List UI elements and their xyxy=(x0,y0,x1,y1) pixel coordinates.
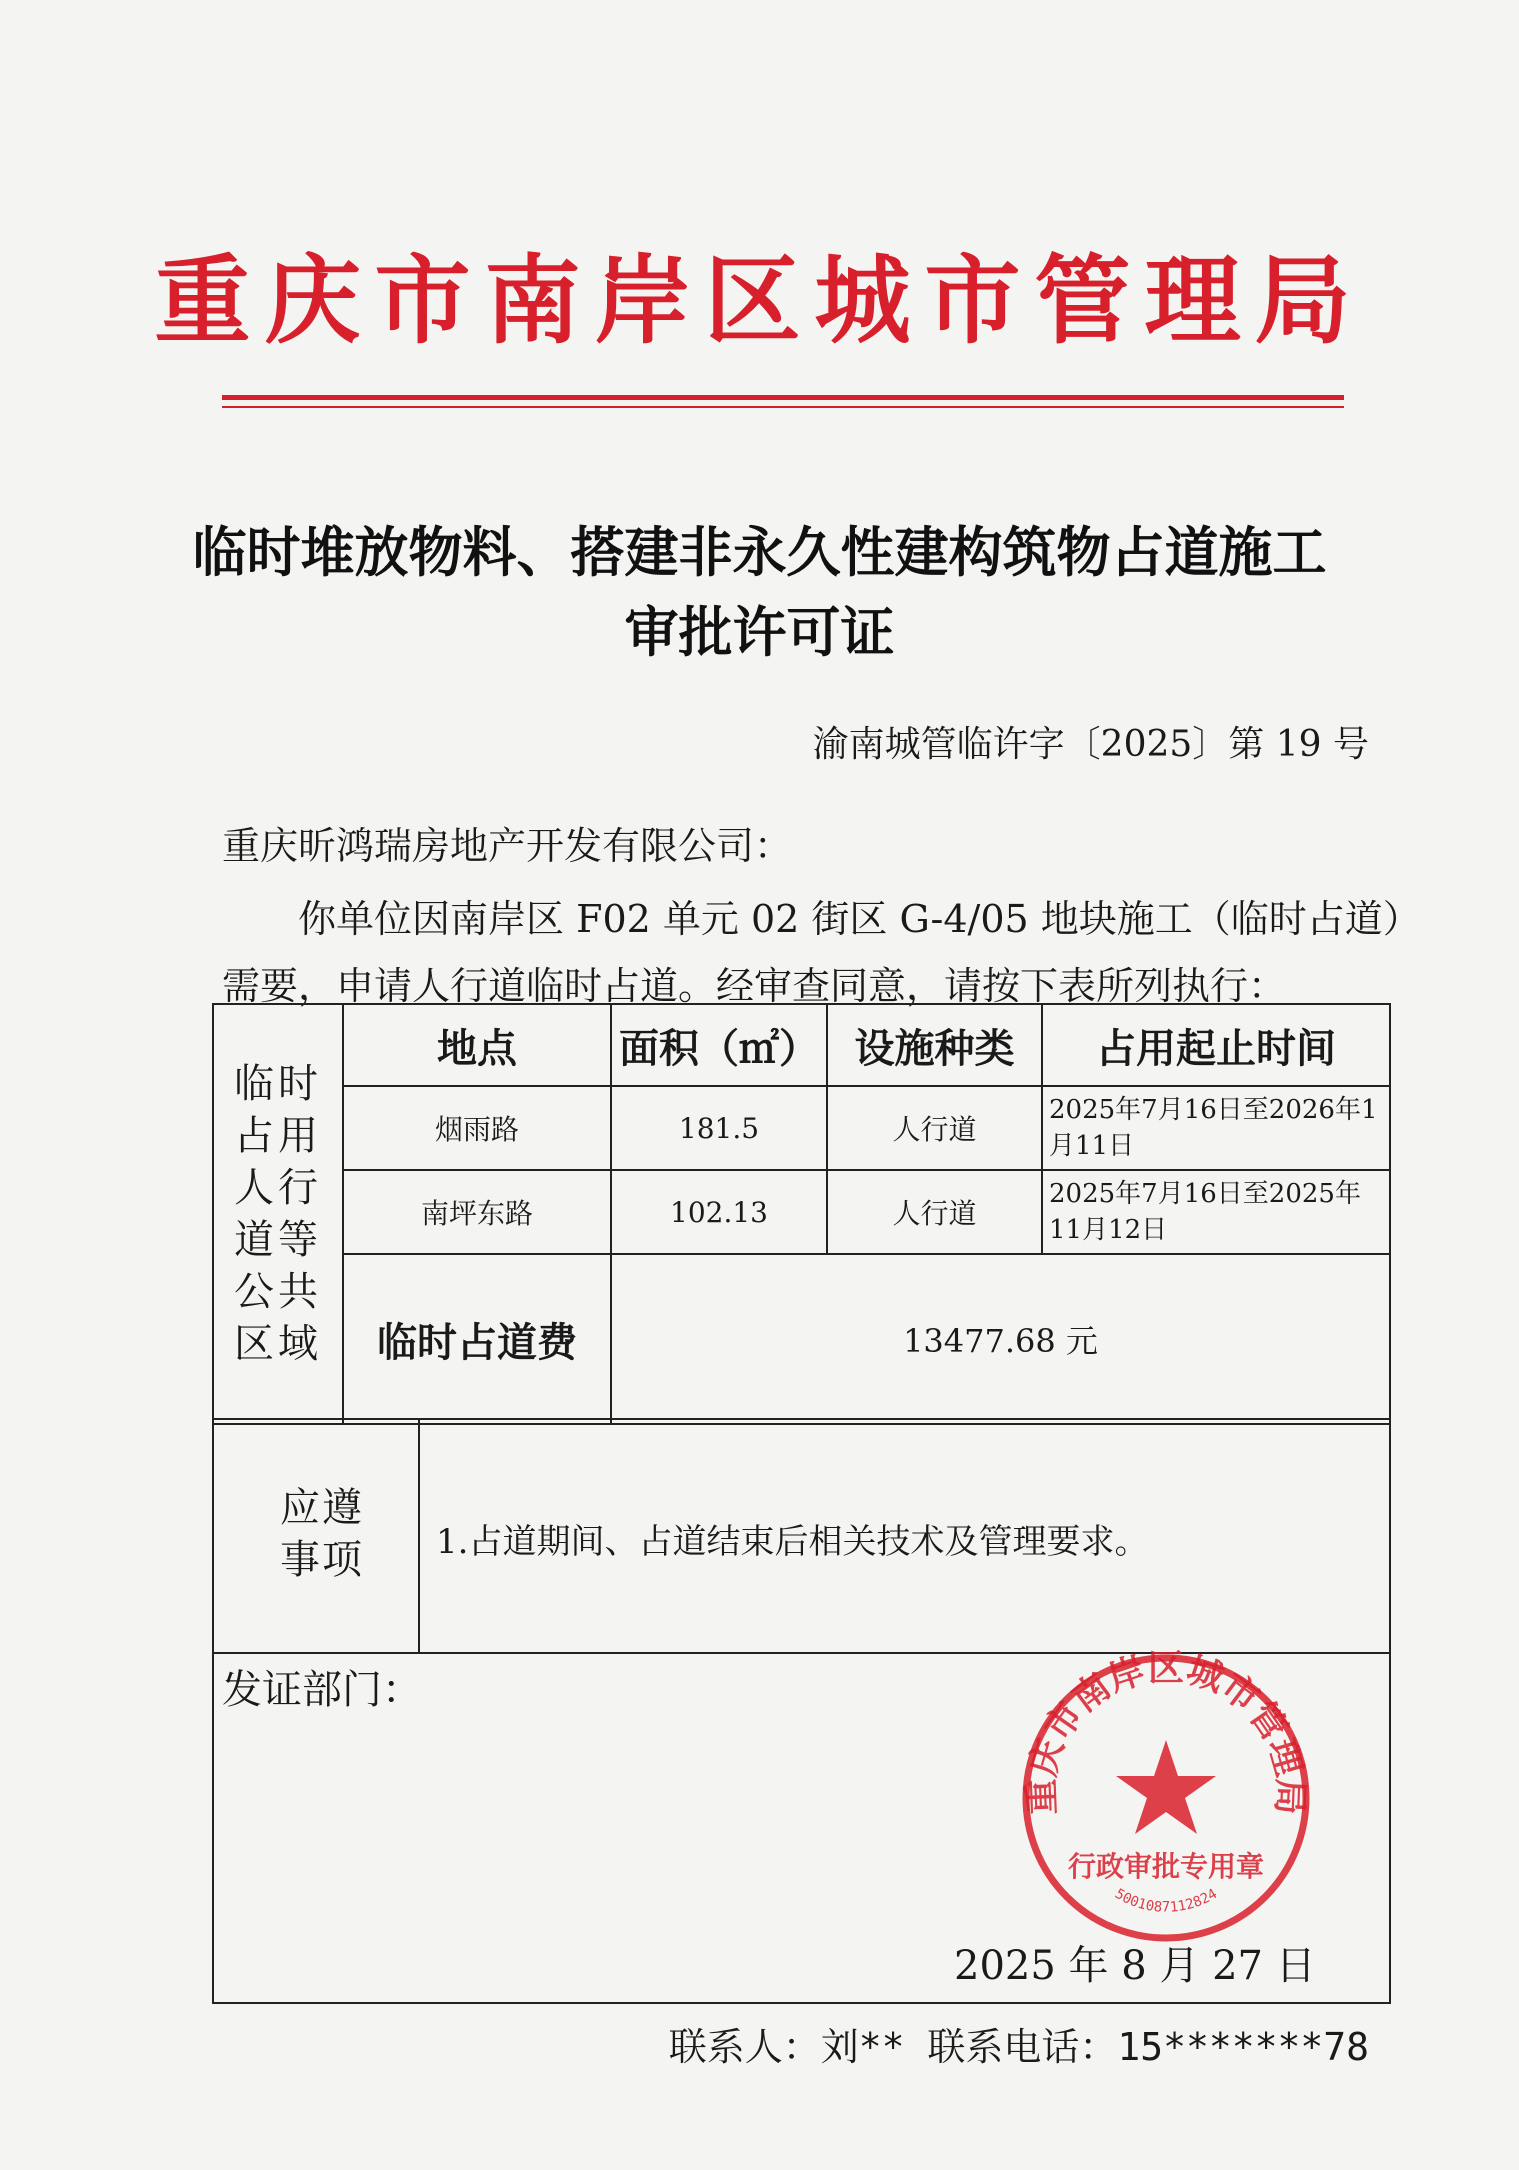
cell-type: 人行道 xyxy=(827,1170,1042,1254)
cell-period: 2025年7月16日至2026年1月11日 xyxy=(1042,1086,1390,1170)
notes-text: 1.占道期间、占道结束后相关技术及管理要求。 xyxy=(436,1522,1149,1562)
permit-table xyxy=(212,1003,1391,1425)
contact-line: 联系人：刘** 联系电话：15*******78 xyxy=(668,2025,1369,2069)
body-line-2: 需要，申请人行道临时占道。经审查同意，请按下表所列执行： xyxy=(222,964,1287,1008)
table-row xyxy=(213,1170,1390,1254)
document-number: 渝南城管临许字〔2025〕第 19 号 xyxy=(812,724,1369,765)
cell-area: 102.13 xyxy=(611,1170,827,1254)
cell-location: 南坪东路 xyxy=(343,1170,611,1254)
addressee: 重庆昕鸿瑞房地产开发有限公司： xyxy=(222,824,793,868)
header-area: 面积（㎡） xyxy=(611,1004,827,1086)
notes-label: 应遵 事项 xyxy=(280,1485,364,1583)
notes-label-cell xyxy=(214,1420,420,1652)
cell-period: 2025年7月16日至2025年11月12日 xyxy=(1042,1170,1390,1254)
red-divider-thick xyxy=(222,395,1344,400)
cell-area: 181.5 xyxy=(611,1086,827,1170)
svg-text:5001087112824 xyxy=(1112,1886,1220,1916)
org-header: 重庆市南岸区城市管理局 xyxy=(154,245,1365,357)
fee-label: 临时占道费 xyxy=(343,1254,611,1424)
table-row xyxy=(213,1086,1390,1170)
notes-section xyxy=(212,1418,1391,1654)
body-line-1: 你单位因南岸区 F02 单元 02 街区 G-4/05 地块施工（临时占道） xyxy=(298,897,1421,941)
seal-star-icon xyxy=(1116,1740,1216,1834)
cell-type: 人行道 xyxy=(827,1086,1042,1170)
official-seal xyxy=(1016,1648,1316,1948)
cell-location: 烟雨路 xyxy=(343,1086,611,1170)
red-divider-thin xyxy=(222,406,1344,408)
seal-ring-text: 重庆市南岸区城市管理局 xyxy=(1021,1648,1311,1816)
document-title-line2: 审批许可证 xyxy=(624,601,895,664)
issuer-label: 发证部门： xyxy=(222,1667,422,1713)
seal-inner-text: 行政审批专用章 xyxy=(1067,1850,1265,1883)
header-period: 占用起止时间 xyxy=(1042,1004,1390,1086)
header-facility-type: 设施种类 xyxy=(827,1004,1042,1086)
fee-value: 13477.68 元 xyxy=(611,1254,1390,1424)
issue-date: 2025 年 8 月 27 日 xyxy=(954,1943,1316,1989)
side-label-public-area: 临时 占用 人行 道等 公共 区域 xyxy=(213,1004,343,1424)
document-title-line1: 临时堆放物料、搭建非永久性建构筑物占道施工 xyxy=(192,521,1327,584)
seal-code: 5001087112824 xyxy=(1111,1885,1221,1916)
header-location: 地点 xyxy=(343,1004,611,1086)
